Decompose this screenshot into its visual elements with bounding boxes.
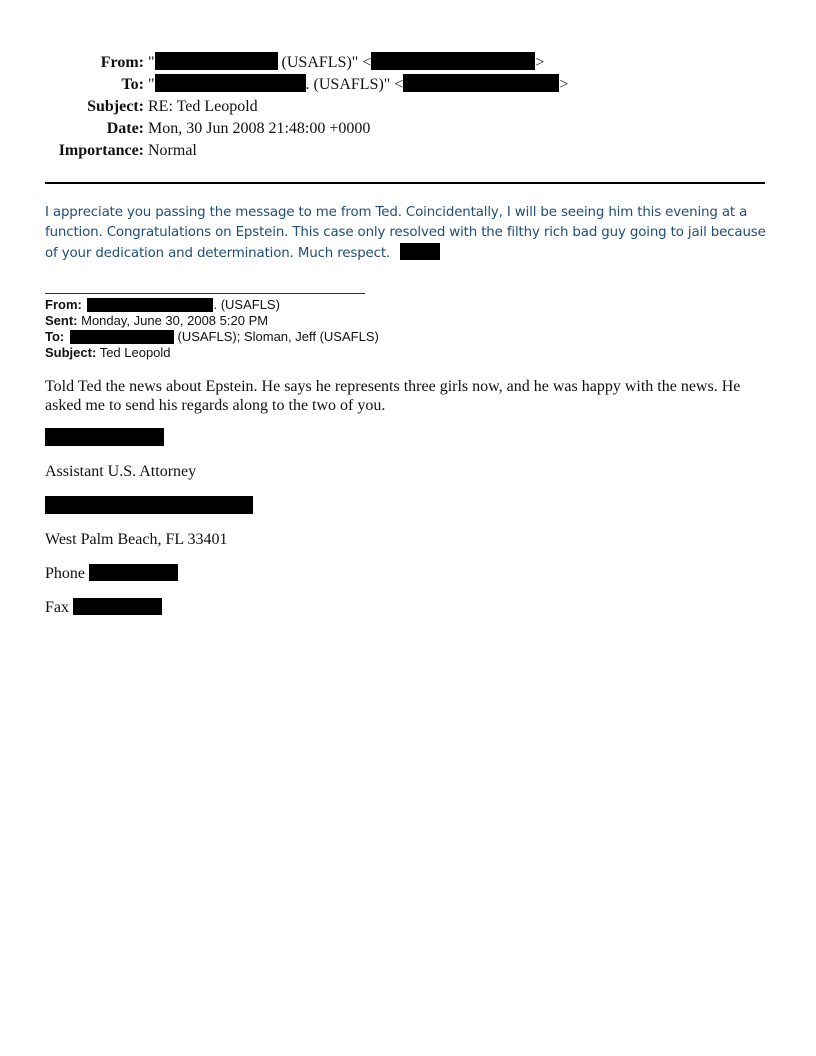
forward-separator xyxy=(45,293,365,294)
signature-phone-row xyxy=(45,564,178,584)
forward-sent-value: Monday, June 30, 2008 5:20 PM xyxy=(81,313,269,328)
forward-to-label: To: xyxy=(45,329,65,344)
redaction-block xyxy=(155,74,306,92)
subject-label: Subject: xyxy=(87,98,144,115)
header-importance-row xyxy=(0,140,816,162)
signature-title: Assistant U.S. Attorney xyxy=(45,463,197,480)
importance-value: Normal xyxy=(148,142,197,159)
phone-label: Phone xyxy=(45,565,85,582)
reply-text: I appreciate you passing the message to me from Ted. Coincidentally, I will be seeing him this evening at a function. Congratulations on Epstein. This case only resolved with the filthy rich bad guy going to jail because of your dedication and determination. Much respect. xyxy=(45,205,766,261)
from-value xyxy=(148,52,544,74)
forward-to-value: (USAFLS); Sloman, Jeff (USAFLS) xyxy=(177,329,379,344)
to-close: > xyxy=(559,76,569,93)
signature-address-row xyxy=(45,496,253,520)
forward-sent-label: Sent: xyxy=(45,313,78,328)
from-close: > xyxy=(535,54,545,71)
redaction-block xyxy=(155,52,278,70)
importance-label: Importance: xyxy=(58,142,144,159)
header-subject-row xyxy=(0,96,816,118)
forward-from-value: . (USAFLS) xyxy=(213,297,280,312)
redaction-block xyxy=(371,52,535,70)
fax-label: Fax xyxy=(45,599,69,616)
date-value: Mon, 30 Jun 2008 21:48:00 +0000 xyxy=(148,120,371,137)
header-date-row xyxy=(0,118,816,140)
forward-subject-label: Subject: xyxy=(45,345,97,360)
subject-value: RE: Ted Leopold xyxy=(148,98,258,115)
to-open-quote: " xyxy=(148,76,155,93)
redaction-block xyxy=(45,496,253,514)
header-from-row xyxy=(0,52,816,74)
redaction-block xyxy=(403,74,559,92)
signature-city: West Palm Beach, FL 33401 xyxy=(45,531,228,548)
redaction-block xyxy=(400,243,440,260)
redaction-block xyxy=(70,330,174,344)
signature-fax-row xyxy=(45,598,162,618)
message-body: Told Ted the news about Epstein. He says he represents three girls now, and he was happy with the news. He asked me to send his regards along to the two of you. xyxy=(45,378,741,414)
redaction-block xyxy=(89,564,178,581)
from-open-quote: " xyxy=(148,54,155,71)
forward-to-row xyxy=(45,329,379,345)
forward-from-label: From: xyxy=(45,297,82,312)
forward-sent-row xyxy=(45,313,268,329)
reply-body xyxy=(45,203,767,264)
to-value xyxy=(148,74,568,96)
to-mid: . (USAFLS)" < xyxy=(305,76,404,93)
forward-subject-value: Ted Leopold xyxy=(99,345,171,360)
redaction-block xyxy=(87,298,213,312)
signature-name-row xyxy=(45,428,164,452)
date-label: Date: xyxy=(106,120,144,137)
redaction-block xyxy=(45,428,164,446)
header-to-row xyxy=(0,74,816,96)
from-label: From: xyxy=(100,54,144,71)
header-divider xyxy=(45,182,765,184)
forward-subject-row xyxy=(45,345,171,361)
forward-from-row xyxy=(45,297,280,313)
to-label: To: xyxy=(121,76,144,93)
redaction-block xyxy=(73,598,162,615)
from-mid: (USAFLS)" < xyxy=(277,54,372,71)
